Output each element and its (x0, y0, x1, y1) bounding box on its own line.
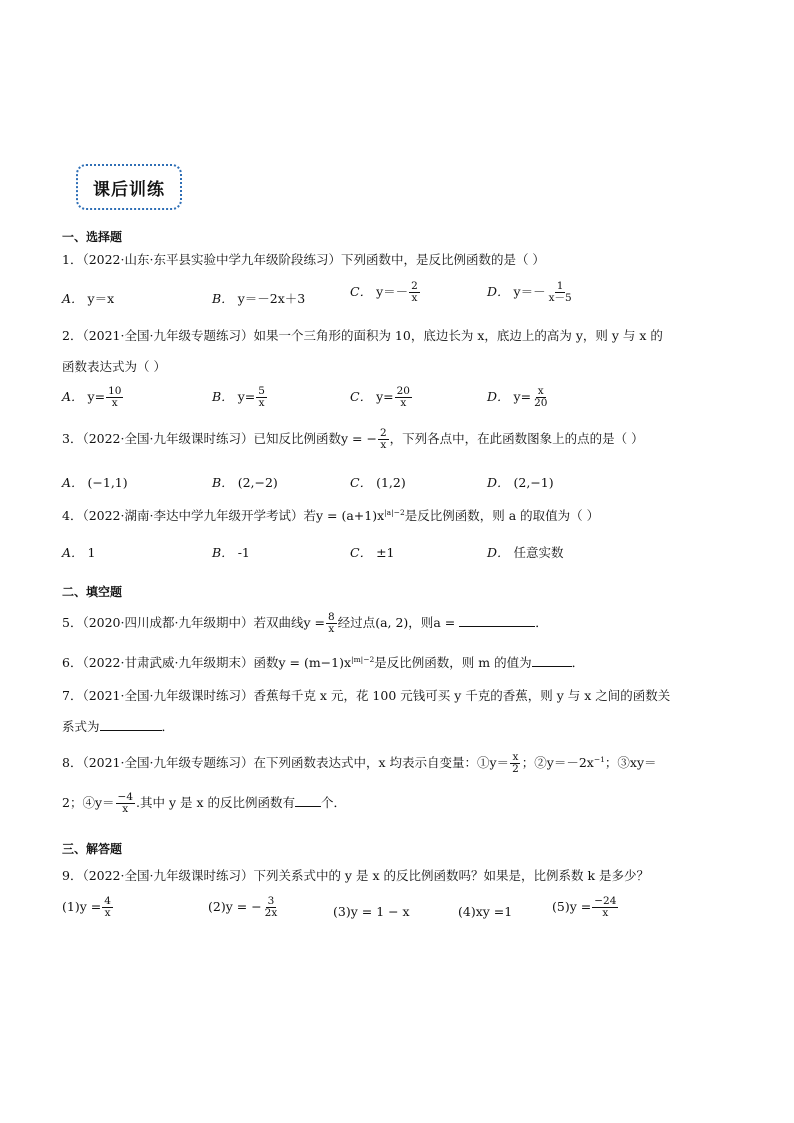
section-heading-fill: 二、填空题 (62, 585, 123, 599)
fraction: $\frac{x}{20}$ (534, 385, 548, 409)
section-heading-choice: 一、选择题 (62, 230, 123, 244)
question-8-line-2: 2；④y＝ $\frac{-4}{x}$ .其中 y 是 x 的反比例函数有 个． (62, 791, 346, 815)
fraction: $\frac{2}{x}$ (411, 280, 418, 304)
q1-option-d: D． y＝－ $\frac{1}{x-5}$ (487, 280, 572, 304)
fraction: $\frac{5}{x}$ (258, 385, 265, 409)
answer-blank[interactable] (459, 615, 535, 627)
q9-part-4: (4)xy =1 (458, 904, 513, 919)
fraction: $\frac{1}{x-5}$ (548, 280, 572, 304)
question-5: 5．（2020·四川成都·九年级期中）若双曲线y = $\frac{8}{x}$ 经过点(a, 2)，则a = ． (62, 611, 548, 635)
fraction: $\frac{x}{2}$ (512, 751, 519, 775)
answer-blank[interactable] (532, 655, 572, 667)
fraction: $\frac{10}{x}$ (108, 385, 122, 409)
fraction: $\frac{3}{2x}$ (264, 895, 278, 919)
fraction: $\frac{-4}{x}$ (117, 791, 133, 815)
section-badge (76, 164, 182, 210)
q2-option-d: D． y= $\frac{x}{20}$ (487, 385, 548, 409)
q9-part-1: (1)y = $\frac{4}{x}$ (62, 895, 111, 919)
section-heading-solve: 三、解答题 (62, 842, 123, 856)
q3-option-a: A． (−1,1) (62, 475, 128, 490)
q1-option-b: B． y＝－2x＋3 (212, 291, 306, 306)
q3-option-b: B． (2,−2) (212, 475, 278, 490)
q4-option-b: B． -1 (212, 545, 250, 560)
q4-option-a: A． 1 (62, 545, 96, 560)
question-7-line-1: 7．（2021·全国·九年级课时练习）香蕉每千克 x 元，花 100 元钱可买 y 千克的香蕉，则 y 与 x 之间的函数关 (62, 688, 671, 703)
q3-option-c: C． (1,2) (350, 475, 406, 490)
q2-option-a: A． y= $\frac{10}{x}$ (62, 385, 122, 409)
q9-part-3: (3)y = 1 − x (333, 904, 410, 919)
question-2-stem-line-2: 函数表达式为（ ） (62, 359, 166, 374)
q2-option-b: B． y= $\frac{5}{x}$ (212, 385, 265, 409)
q9-part-5: (5)y = $\frac{-24}{x}$ (552, 895, 617, 919)
question-7-line-2: 系式为 ． (62, 719, 175, 734)
q2-option-c: C． y= $\frac{20}{x}$ (350, 385, 410, 409)
q4-option-d: D． 任意实数 (487, 545, 564, 560)
fraction: $\frac{20}{x}$ (396, 385, 410, 409)
q4-option-c: C． ±1 (350, 545, 395, 560)
question-2-stem-line-1: 2．（2021·全国·九年级专题练习）如果一个三角形的面积为 10，底边长为 x，底边上的高为 y，则 y 与 x 的 (62, 328, 663, 343)
fraction: $\frac{8}{x}$ (327, 611, 335, 635)
question-9-stem: 9．（2022·全国·九年级课时练习）下列关系式中的 y 是 x 的反比例函数吗？如果是，比例系数 k 是多少？ (62, 868, 649, 883)
question-4-stem: 4．（2022·湖南·李达中学九年级开学考试）若$y = (a+1)x^{|a|-2}$是反比例函数，则 a 的取值为（ ） (62, 507, 600, 523)
question-6: 6．（2022·甘肃武威·九年级期末）函数$y = (m-1)x^{|m|-2}$是反比例函数，则 m 的值为 ． (62, 654, 585, 670)
question-1-stem: 1．（2022·山东·东平县实验中学九年级阶段练习）下列函数中，是反比例函数的是（ ） (62, 252, 545, 267)
fraction: $\frac{2}{x}$ (379, 427, 387, 451)
question-3-stem: 3．（2022·全国·九年级课时练习）已知反比例函数y = − $\frac{2}{x}$ ，下列各点中，在此函数图象上的点的是（ ） (62, 427, 644, 451)
q3-option-d: D． (2,−1) (487, 475, 554, 490)
q1-option-a: A． y＝x (62, 291, 115, 306)
fraction: $\frac{4}{x}$ (104, 895, 111, 919)
fraction: $\frac{-24}{x}$ (594, 895, 617, 919)
badge-title: 课后训练 (93, 179, 165, 200)
question-8-line-1: 8．（2021·全国·九年级专题练习）在下列函数表达式中，x 均表示自变量：①y＝ $\frac{x}{2}$ ；$②y=-2x^{-1}$；③xy＝ (62, 751, 657, 775)
q1-option-c: C． y＝－ $\frac{2}{x}$ (350, 280, 418, 304)
answer-blank[interactable] (295, 795, 321, 807)
answer-blank[interactable] (100, 719, 162, 731)
q9-part-2: (2)y = − $\frac{3}{2x}$ (208, 895, 278, 919)
